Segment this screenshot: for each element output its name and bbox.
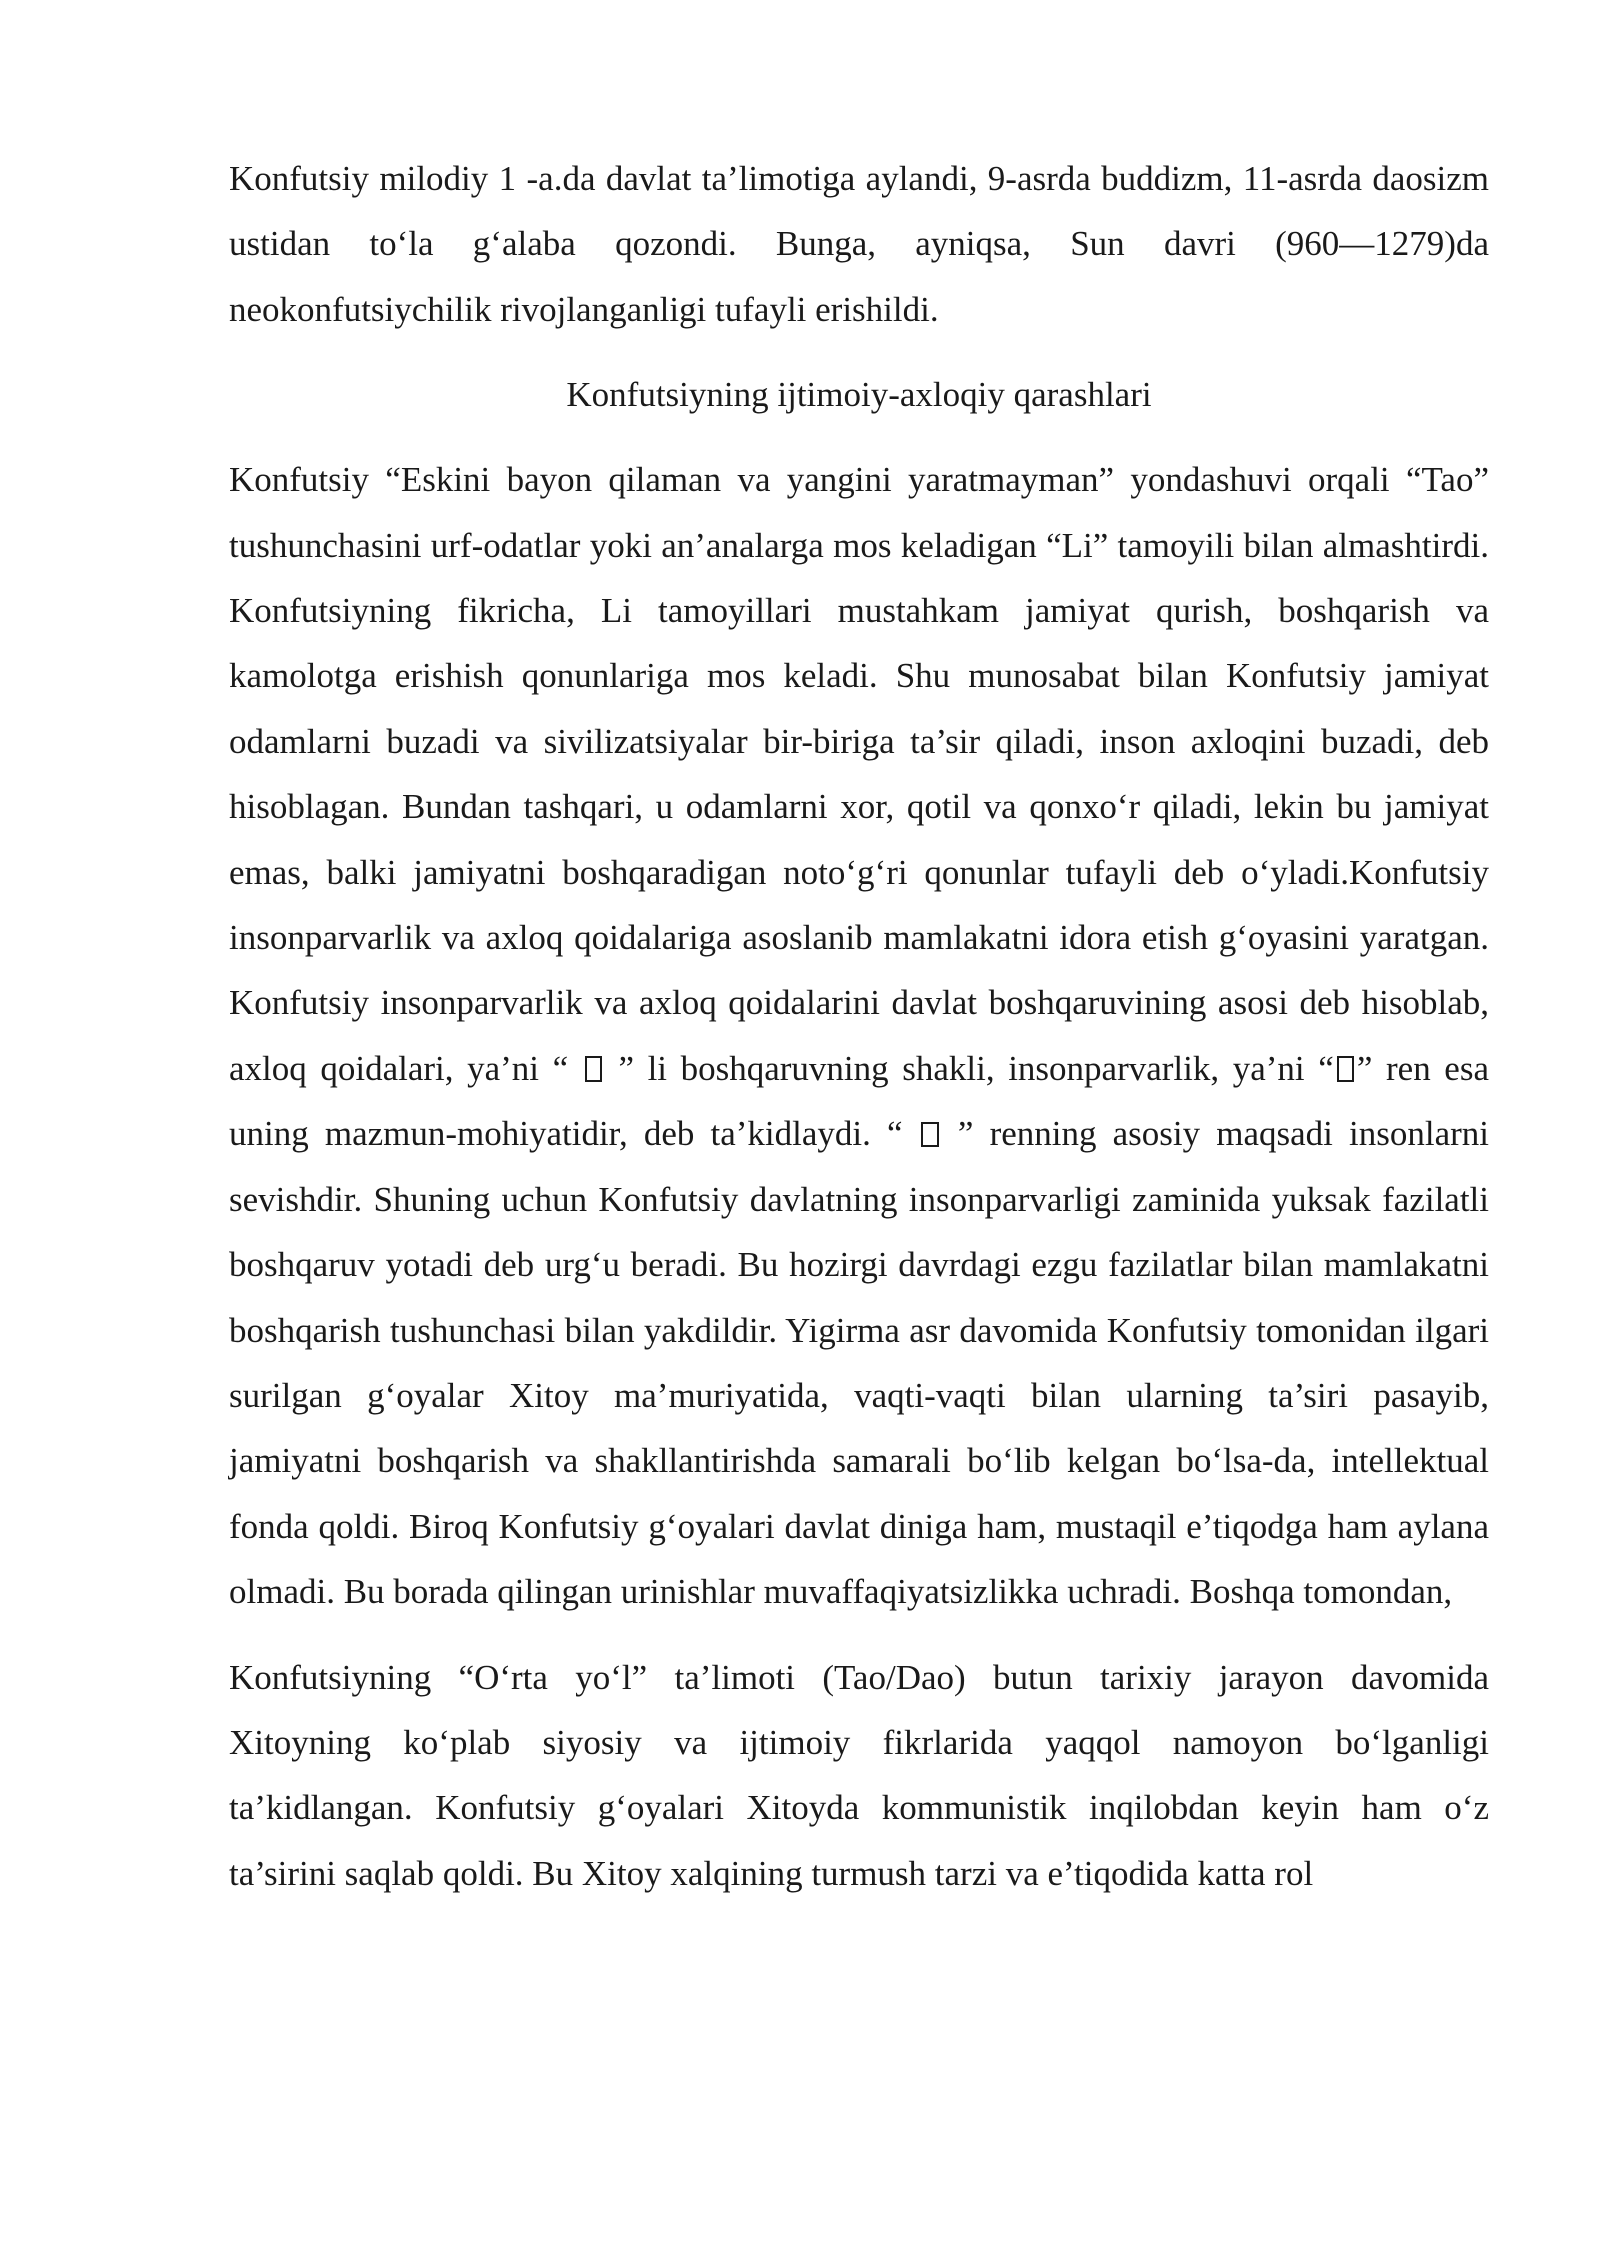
paragraph-main-part-a: Konfutsiy “Eskini bayon qilaman va yangini yaratmayman” yondashuvi orqali “Tao” tushunchasini urf-odatlar yoki an’analarga mos keladigan “Li” tamoyili bilan almashtirdi. Konfutsiyning fikricha, Li tamoyillari mustahkam jamiyat qurish, boshqarish va kamolotga erishish qonunlariga mos keladi. Shu munosabat bilan Konfutsiy jamiyat odamlarni buzadi va sivilizatsiyalar bir-biriga ta’sir qiladi, inson axloqini buzadi, deb hisoblagan. Bundan tashqari, u odamlarni xor, qotil va qonxo‘r qiladi, lekin bu jamiyat emas, balki jamiyatni boshqaradigan noto‘g‘ri qonunlar tufayli deb o‘yladi.Konfutsiy insonparvarlik va axloq qoidalariga asoslanib mamlakatni idora etish g‘oyasini yaratgan. Konfutsiy insonparvarlik va axloq qoidalarini davlat boshqaruvining asosi deb hisoblab, axloq qoidalari, ya’ni “ (229, 460, 1489, 1088)
paragraph-intro: Konfutsiy milodiy 1 -a.da davlat ta’limotiga aylandi, 9-asrda buddizm, 11-asrda daosizm ustidan to‘la g‘alaba qozondi. Bunga, ayniqsa, Sun davri (960—1279)da neokonfutsiychilik rivojlanganligi tufayli erishildi. (229, 159, 1489, 329)
paragraph-main-part-b: ” li boshqaruvning shakli, insonparvarlik, ya’ni “ (604, 1048, 1334, 1088)
section-heading: Konfutsiyning ijtimoiy-axloqiy qarashlari (566, 375, 1152, 415)
missing-glyph-icon (921, 1122, 939, 1147)
paragraph-main (229, 447, 1489, 1624)
missing-glyph-icon (585, 1056, 603, 1081)
missing-glyph-icon (1337, 1056, 1355, 1081)
paragraph-main-part-c: ” ren esa uning mazmun-mohiyatidir, deb ta’kidlaydi. “ (229, 1048, 1489, 1154)
paragraph-main-part-d: ” renning asosiy maqsadi insonlarni sevishdir. Shuning uchun Konfutsiy davlatning insonparvarligi zaminida yuksak fazilatli boshqaruv yotadi deb urg‘u beradi. Bu hozirgi davrdagi ezgu fazilatlar bilan mamlakatni boshqarish tushunchasi bilan yakdildir. Yigirma asr davomida Konfutsiy tomonidan ilgari surilgan g‘oyalar Xitoy ma’muriyatida, vaqti-vaqti bilan ularning ta’siri pasayib, jamiyatni boshqarish va shakllantirishda samarali bo‘lib kelgan bo‘lsa-da, intellektual fonda qoldi. Biroq Konfutsiy g‘oyalari davlat diniga ham, mustaqil e’tiqodga ham aylana olmadi. Bu borada qilingan urinishlar muvaffaqiyatsizlikka uchradi. Boshqa tomondan, (229, 1114, 1489, 1612)
paragraph-closing: Konfutsiyning “O‘rta yo‘l” ta’limoti (Tao/Dao) butun tarixiy jarayon davomida Xitoyning ko‘plab siyosiy va ijtimoiy fikrlarida yaqqol namoyon bo‘lganligi ta’kidlangan. Konfutsiy g‘oyalari Xitoyda kommunistik inqilobdan keyin ham o‘z ta’sirini saqlab qoldi. Bu Xitoy xalqining turmush tarzi va e’tiqodida katta rol (229, 1657, 1489, 1893)
document-page (229, 146, 1489, 1906)
